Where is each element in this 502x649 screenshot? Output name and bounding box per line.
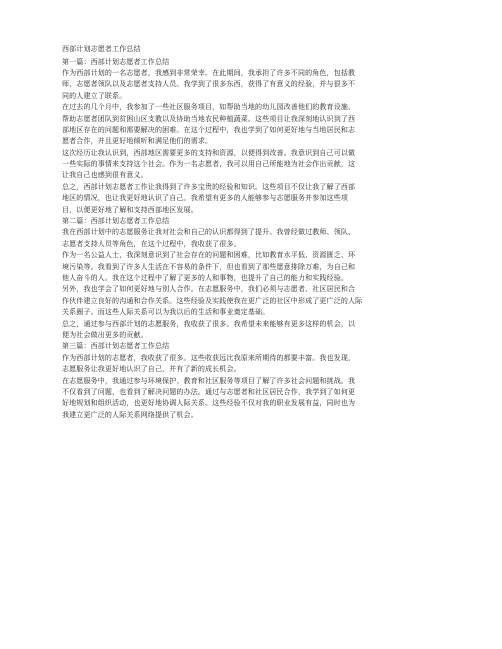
text-line: 目，以便更好地了解和支持西部地区发展。 (62, 205, 198, 214)
text-line: 这次经历让我认识到，西部地区需要更多的支持和资源，以便得到改善。我意识到自己可以做 (62, 148, 356, 157)
text-line: 志愿者支持人员等角色，在这个过程中，我收获了很多。 (62, 239, 241, 248)
text-line: 让我自己也感到很有意义。 (62, 171, 148, 180)
text-line: 总之，西部计划志愿者工作让我得到了许多宝贵的经验和知识。这些项目不仅让我了解了西部 (62, 182, 356, 191)
text-line: 地区的情况，也让我更好地认识了自己。我希望有更多的人能够参与志愿服务并参加这些项 (62, 194, 348, 203)
section-heading-2: 第二篇：西部计划志愿者工作总结 (62, 217, 170, 226)
document-title: 西部计划志愿者工作总结 (62, 45, 141, 53)
text-line: 另外，我也学会了如何更好地与别人合作。在志愿服务中，我们必须与志愿者、社区居民和合 (62, 285, 356, 294)
section-heading-1: 第一篇：西部计划志愿者工作总结 (62, 57, 170, 66)
text-line: 帮助志愿者团队到贫困山区支教以及协助当地农民种植蔬菜。这些项目让我深刻地认识到了西 (62, 114, 356, 123)
text-line: 总之，通过参与西部计划的志愿服务，我收获了很多。我希望未来能够有更多这样的机会，以 (62, 319, 356, 328)
text-line: 作伙伴建立良好的沟通和合作关系。这些经验及实践使我在更广泛的社区中形成了更广泛的人际 (62, 296, 363, 305)
text-line: 在过去的几个月中，我参加了一些社区服务项目，如帮助当地的幼儿园改善他们的教育设施、 (62, 103, 356, 112)
text-line: 作为一名公益人士，我深刻意识到了社会存在的问题和困难，比如教育水平低、资源匮乏、环 (62, 251, 356, 260)
text-line: 作为西部计划的志愿者，我收获了很多。这些收获远比我原来所期待的都要丰富。我也发现， (62, 353, 356, 362)
text-line: 关系圈子。而这些人际关系可以为我以后的生活和事业奠定基础。 (62, 308, 270, 317)
text-line: 好地规划和组织活动，也更好地协调人际关系。这些经验不仅对我的职业发展有益，同时也为 (62, 399, 356, 408)
text-line: 我在西部计划中的志愿服务让我对社会和自己的认识都得到了提升。我曾经做过教师、领队、 (62, 228, 356, 237)
text-line: 部地区存在的问题和需要解决的困难。在这个过程中，我也学到了如何更好地与当地居民和志 (62, 125, 356, 134)
section-heading-3: 第三篇：西部计划志愿者工作总结 (62, 342, 170, 351)
document-body (62, 57, 438, 422)
text-line: 不仅看到了问题，也看到了解决问题的办法。通过与志愿者和社区居民合作，我学到了如何更 (62, 387, 356, 396)
text-line: 便为社会做出更多的贡献。 (62, 330, 148, 339)
document-page (62, 44, 438, 421)
text-line: 志愿服务让我更好地认识了自己，并有了新的成长机会。 (62, 365, 241, 374)
text-line: 师、志愿者领队以及志愿者支持人员。我学到了很多东西，获得了有意义的经验，并与很多不 (62, 80, 356, 89)
text-line: 同的人建立了联系。 (62, 91, 127, 100)
text-line: 境污染等。我看到了许多人生活在不容易的条件下，但也看到了那些愿意排除万难，为自己和 (62, 262, 356, 271)
text-line: 我建立更广泛的人际关系网络提供了机会。 (62, 410, 198, 419)
text-line: 作为西部计划的一名志愿者，我感到非常荣幸。在此期间，我承担了许多不同的角色，包括教 (62, 68, 356, 77)
text-line: 愿者合作，并且更好地倾听和满足他们的需求。 (62, 137, 213, 146)
text-line: 他人奋斗的人。我在这个过程中了解了更多的人和事物，也提升了自己的能力和实践经验。 (62, 274, 348, 282)
text-line: 在志愿服务中，我通过参与环境保护、教育和社区服务等项目了解了许多社会问题和挑战。我 (62, 376, 356, 385)
text-line: 一些实际的事情来支持这个社会。作为一名志愿者，我可以用自己所能地为社会作出贡献，这 (62, 160, 356, 169)
